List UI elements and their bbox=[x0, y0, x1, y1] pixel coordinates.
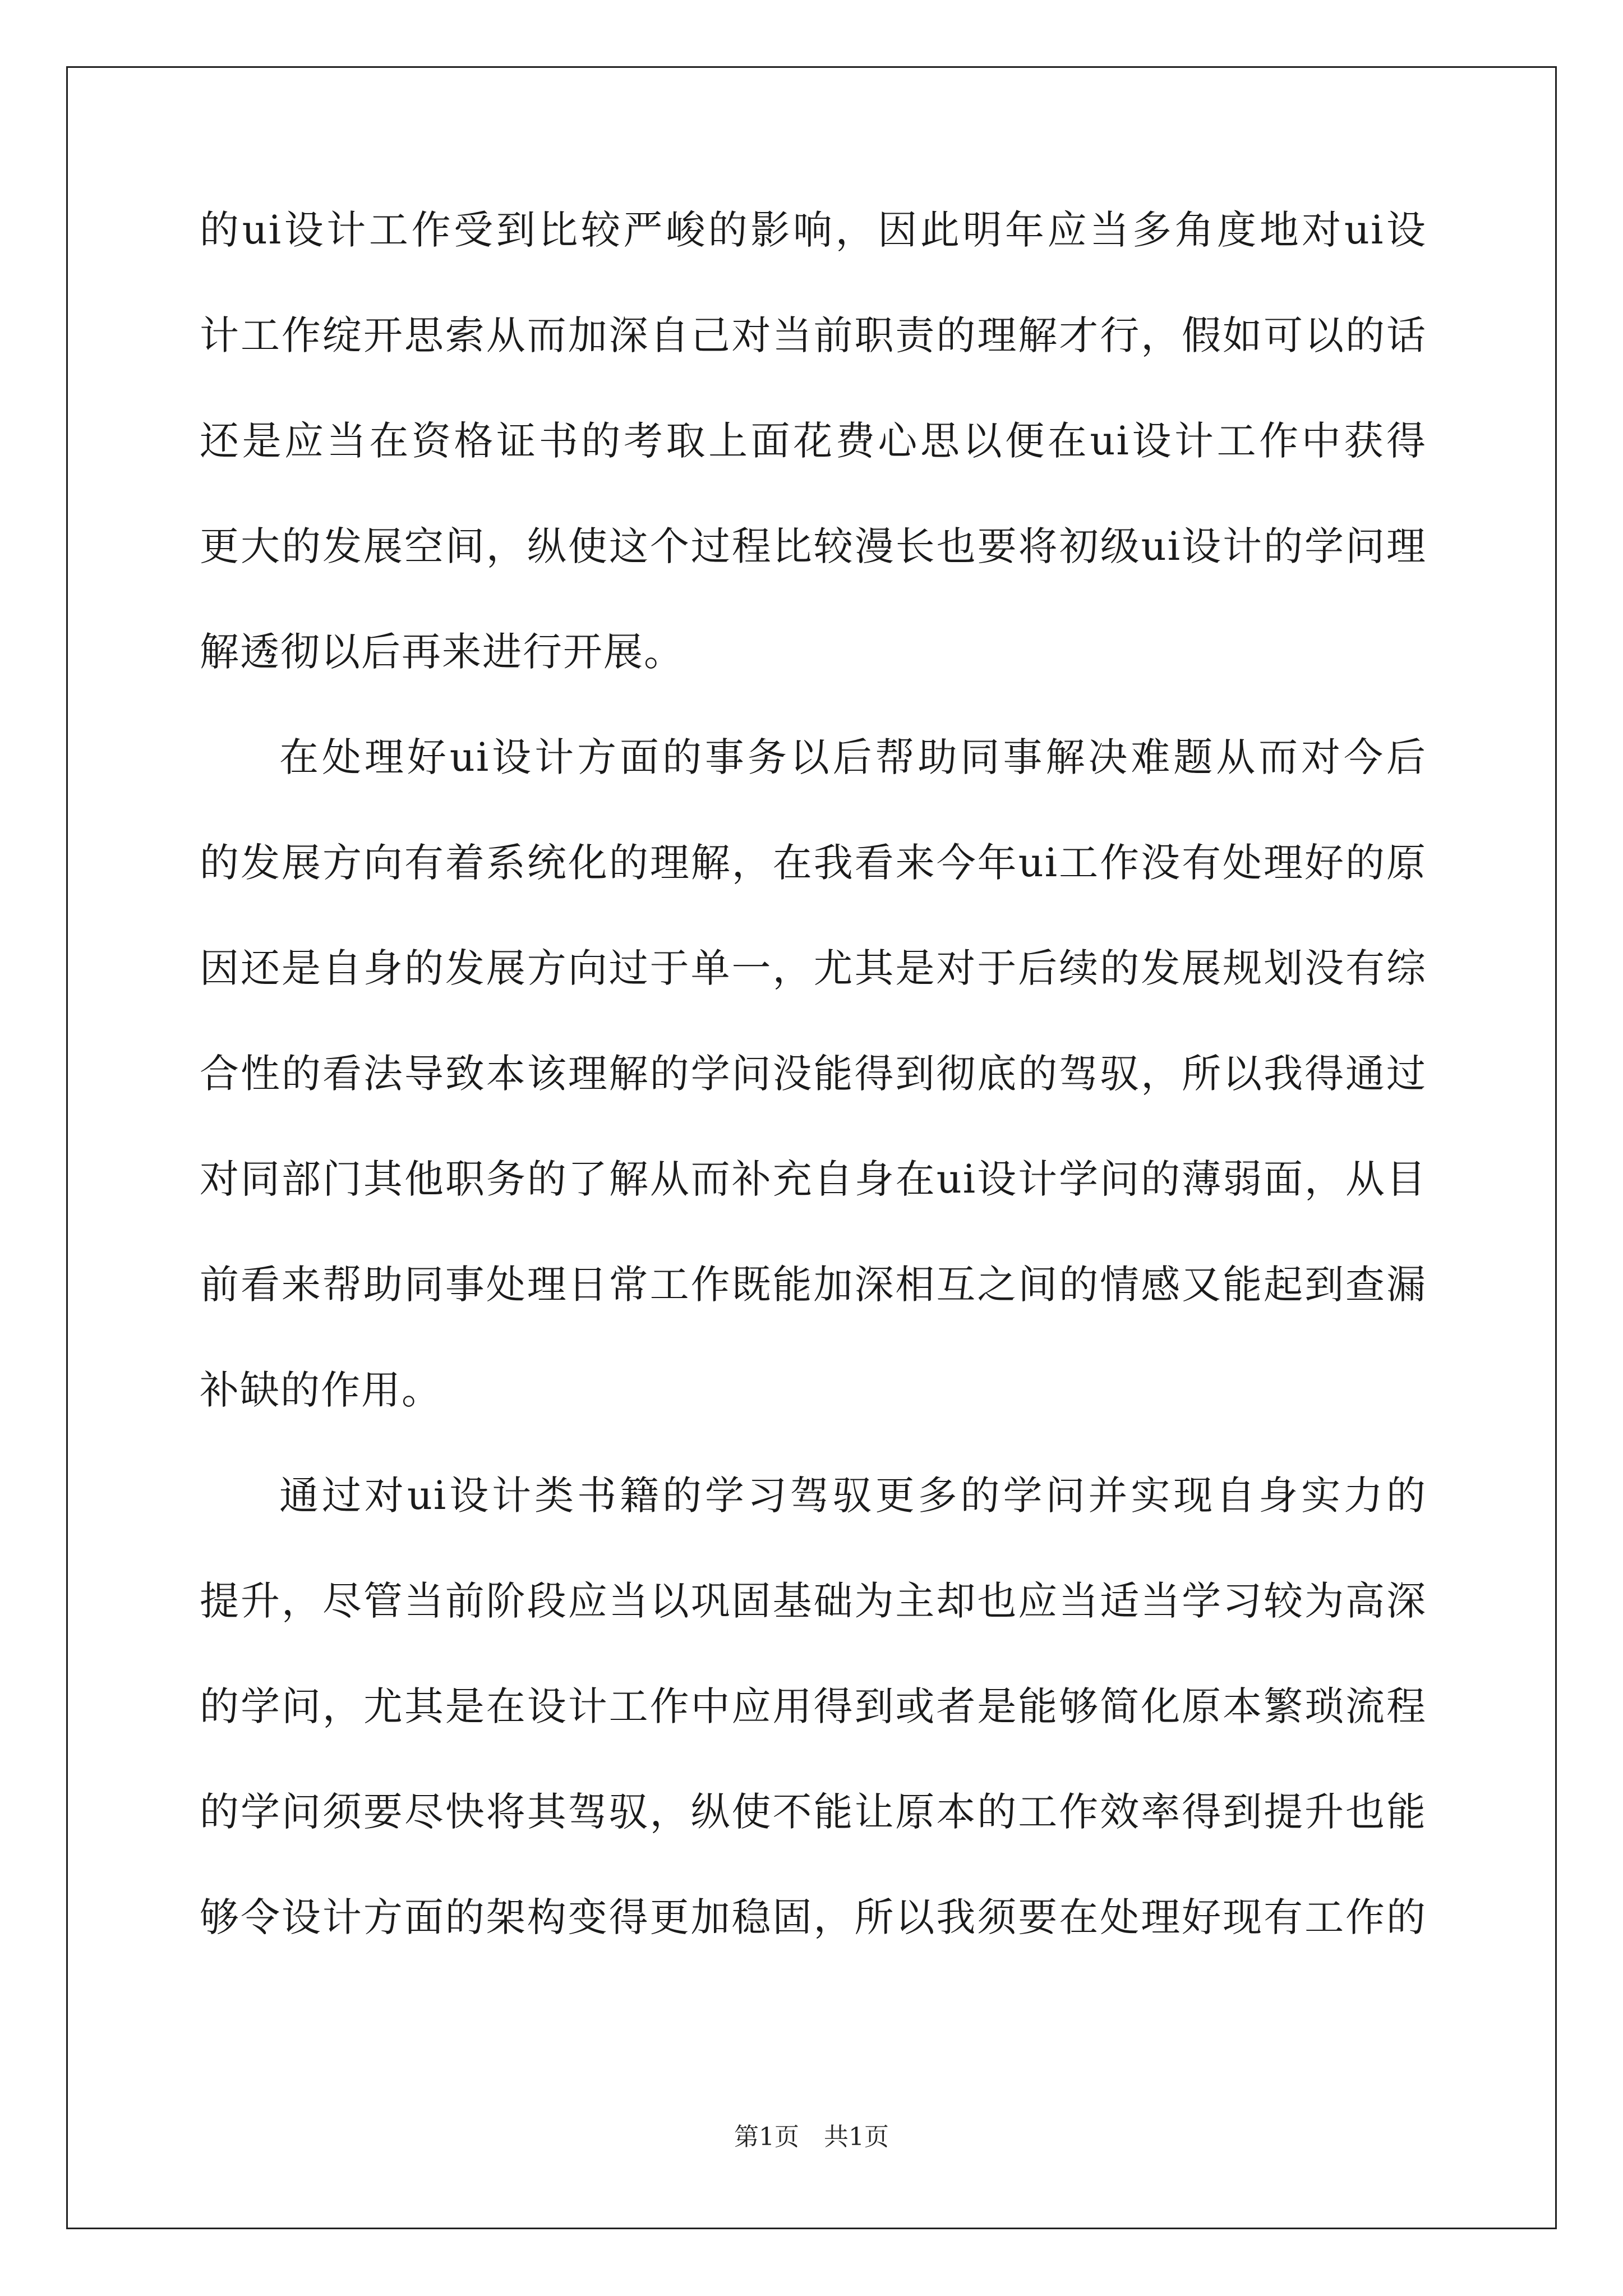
paragraph-3-line-5: 够令设计方面的架构变得更加稳固，所以我须要在处理好现有工作的 bbox=[200, 1894, 1427, 1940]
paragraph-2-line-1: 在处理好ui设计方面的事务以后帮助同事解决难题从而对今后 bbox=[279, 734, 1427, 780]
paragraph-1-line-1: 的ui设计工作受到比较严峻的影响，因此明年应当多角度地对ui设 bbox=[200, 207, 1427, 253]
paragraph-1-line-2: 计工作绽开思索从而加深自己对当前职责的理解才行，假如可以的话 bbox=[200, 312, 1427, 358]
paragraph-3-line-2: 提升，尽管当前阶段应当以巩固基础为主却也应当适当学习较为高深 bbox=[200, 1578, 1427, 1624]
paragraph-1-line-4: 更大的发展空间，纵使这个过程比较漫长也要将初级ui设计的学问理 bbox=[200, 523, 1427, 569]
paragraph-3-line-3: 的学问，尤其是在设计工作中应用得到或者是能够简化原本繁琐流程 bbox=[200, 1683, 1427, 1729]
paragraph-1-line-5: 解透彻以后再来进行开展。 bbox=[200, 629, 684, 675]
page-number-footer: 第1页 共1页 bbox=[734, 2123, 889, 2151]
paragraph-2-line-3: 因还是自身的发展方向过于单一，尤其是对于后续的发展规划没有综 bbox=[200, 945, 1427, 991]
paragraph-2-line-2: 的发展方向有着系统化的理解，在我看来今年ui工作没有处理好的原 bbox=[200, 840, 1427, 886]
paragraph-2-line-4: 合性的看法导致本该理解的学问没能得到彻底的驾驭，所以我得通过 bbox=[200, 1051, 1427, 1097]
paragraph-2-line-5: 对同部门其他职务的了解从而补充自身在ui设计学问的薄弱面，从目 bbox=[200, 1156, 1427, 1202]
paragraph-2-line-7: 补缺的作用。 bbox=[200, 1367, 442, 1413]
paragraph-3-line-1: 通过对ui设计类书籍的学习驾驭更多的学问并实现自身实力的 bbox=[279, 1473, 1427, 1519]
paragraph-3-line-4: 的学问须要尽快将其驾驭，纵使不能让原本的工作效率得到提升也能 bbox=[200, 1789, 1427, 1835]
paragraph-1-line-3: 还是应当在资格证书的考取上面花费心思以便在ui设计工作中获得 bbox=[200, 418, 1427, 464]
paragraph-2-line-6: 前看来帮助同事处理日常工作既能加深相互之间的情感又能起到查漏 bbox=[200, 1262, 1427, 1308]
document-body bbox=[200, 202, 1427, 1995]
